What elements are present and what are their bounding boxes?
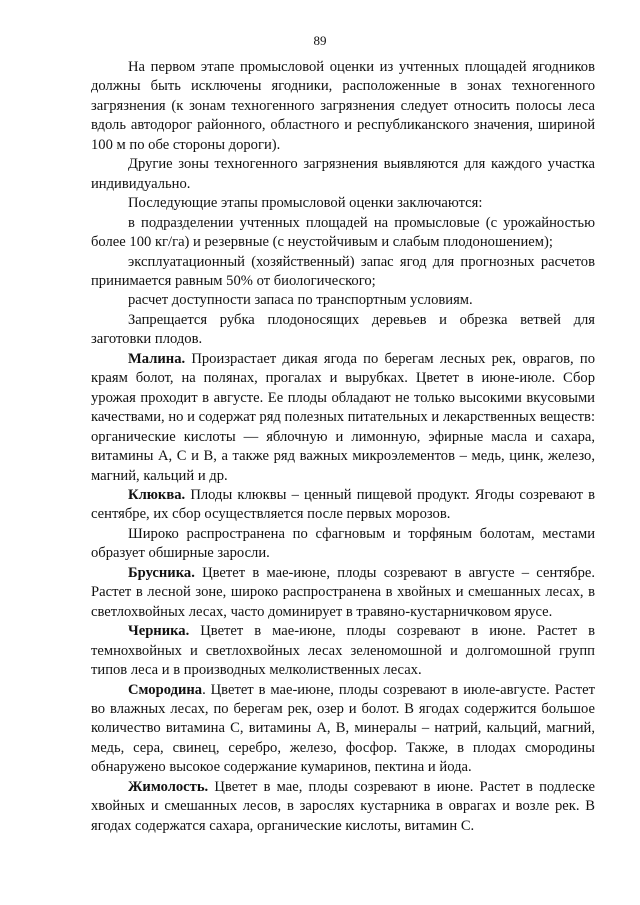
species-name: Жимолость.: [128, 778, 209, 795]
species-paragraph-lingonberry: [91, 564, 595, 622]
page-number: 89: [313, 33, 327, 48]
species-name: Клюква.: [128, 486, 186, 503]
list-item: расчет доступности запаса по транспортным условиям.: [128, 292, 473, 309]
body-text: [91, 58, 595, 836]
species-paragraph-blueberry: [91, 622, 595, 680]
species-name: Черника.: [128, 623, 190, 640]
species-description: Цветет в мае-июне, плоды созревают в июне. Растет в темнохвойных и светлохвойных лесах зеленомошной и долгомошной групп типов леса и в производных мелколиственных лесах.: [91, 623, 595, 679]
species-paragraph-currant: [91, 681, 595, 778]
paragraph: Запрещается рубка плодоносящих деревьев и обрезка ветвей для заготовки плодов.: [91, 311, 595, 348]
list-item: эксплуатационный (хозяйственный) запас ягод для прогнозных расчетов принимается равным 50% от биологического;: [91, 253, 595, 289]
species-paragraph-cranberry: [91, 486, 595, 525]
list-item: в подразделении учтенных площадей на промысловые (с урожайностью более 100 кг/га) и резервные (с неустойчивым и слабым плодоношением);: [91, 214, 595, 251]
species-description: Цветет в мае, плоды созревают в июне. Растет в подлеске хвойных и смешанных лесов, в зарослях кустарника в оврагах и возле рек. В ягодах содержатся сахара, органические кислоты, витамин С.: [91, 778, 595, 834]
species-description: Произрастает дикая ягода по берегам лесных рек, оврагов, по краям болот, на полянах, прогалах и вырубках. Цветет в июне-июле. Сбор урожая проходит в августе. Ее плоды обладают не только высокими вкусовыми качествами, но и содержат ряд полезных питательных и лекарственных веществ: органические кислоты — яблочную и лимонную, эфирные масла и сахара, витамины А, С и В, а также ряд важных микроэлементов – медь, цинк, железо, магний, кальций и др.: [91, 350, 595, 484]
species-description: Цветет в мае-июне, плоды созревают в августе – сентябре. Растет в лесной зоне, широко распространена в хвойных и смешанных лесах, в светлохвойных лесах, часто доминирует в травяно-кустарничковом ярусе.: [91, 564, 595, 620]
species-name: Брусника.: [128, 564, 195, 581]
species-name: Смородина: [128, 681, 203, 698]
species-name: Малина.: [128, 350, 186, 367]
species-paragraph-honeysuckle: [91, 778, 595, 836]
paragraph: Последующие этапы промысловой оценки заключаются:: [128, 195, 483, 212]
species-description: . Цветет в мае-июне, плоды созревают в июле-августе. Растет во влажных лесах, по берегам рек, озер и болот. В ягодах содержится большое количество витамина С, витамины А, В, минералы – натрий, кальций, магний, медь, сера, свинец, серебро, железо, фосфор. Также, в плодах смородины обнаружено высокое содержание кумаринов, пектина и йода.: [91, 681, 595, 776]
species-paragraph-raspberry: [91, 350, 595, 486]
paragraph: Широко распространена по сфагновым и торфяным болотам, местами образует обширные заросли.: [91, 525, 595, 562]
paragraph: Другие зоны техногенного загрязнения выявляются для каждого участка индивидуально.: [91, 156, 595, 192]
species-description: Плоды клюквы – ценный пищевой продукт. Ягоды созревают в сентябре, их сбор осуществляется после первых морозов.: [91, 486, 595, 523]
paragraph: На первом этапе промысловой оценки из учтенных площадей ягодников должны быть исключены ягодники, расположенные в зонах техногенного загрязнения (к зонам техногенного загрязнения следует относить полосы леса вдоль автодорог районного, областного и республиканского значения, шириной 100 м по обе стороны дороги).: [91, 59, 595, 153]
